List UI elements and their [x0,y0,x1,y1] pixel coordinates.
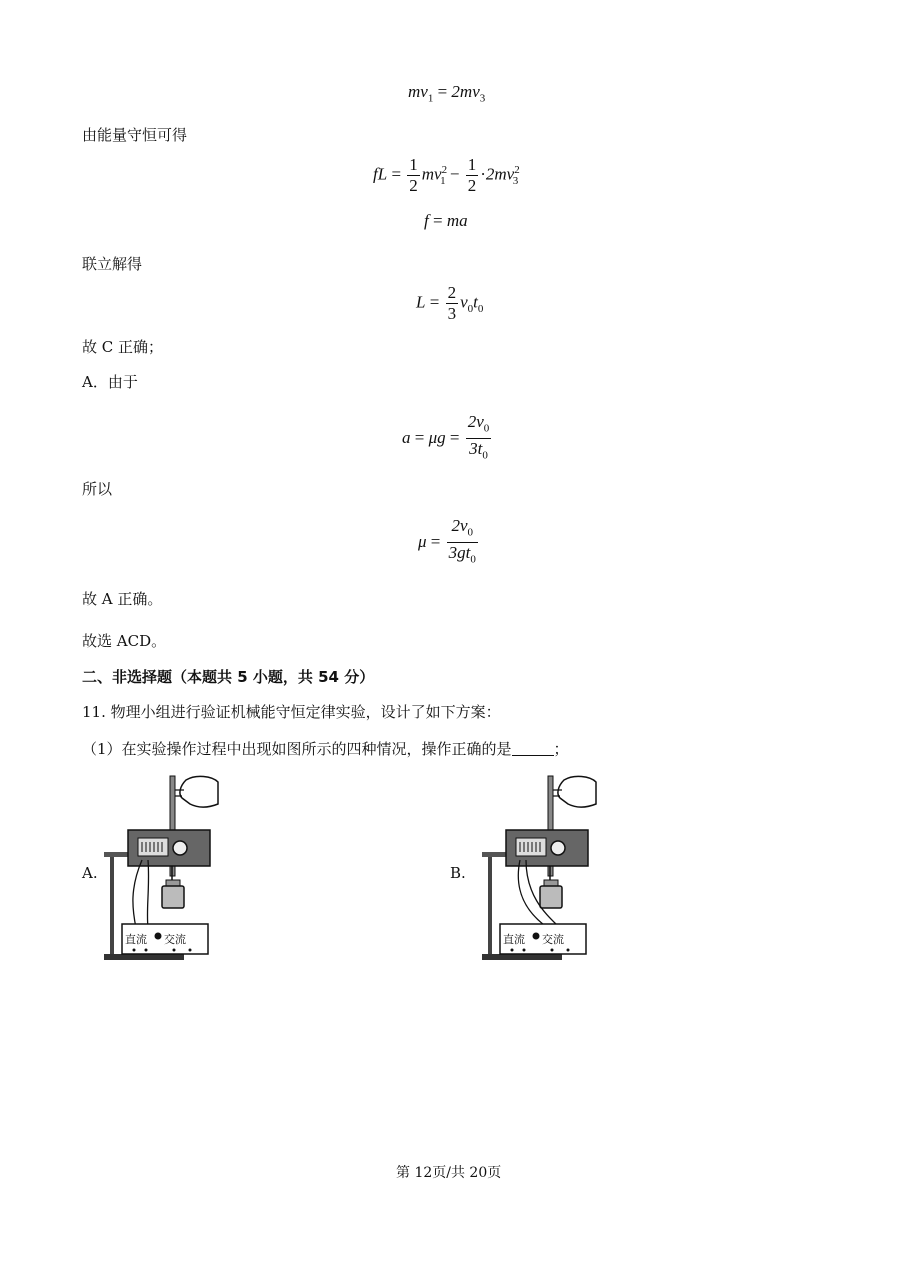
answer-blank[interactable] [512,741,554,756]
section-title: 二、非选择题（本题共 5 小题，共 54 分） [82,668,375,686]
question-11: 11. 物理小组进行验证机械能守恒定律实验，设计了如下方案： [82,703,501,721]
equation-acceleration: a = μg = $\frac{2v_0}{3t_0}$ [402,412,490,462]
hand-icon [180,776,218,807]
text-answer-acd: 故选 ACD。 [82,632,167,650]
option-b-label: B. [450,864,466,882]
option-a-label: A. [82,864,98,882]
text-c-correct: 故 C 正确； [82,338,164,356]
text-a-correct: 故 A 正确。 [82,590,163,608]
equation-momentum: $mv_1 = 2mv_3$ [408,82,486,105]
apparatus-figure-a [100,768,230,968]
text-energy-conservation: 由能量守恒可得 [82,126,188,144]
power-ac-label: 交流 [542,933,564,946]
text-a-because: A．由于 [82,373,138,391]
equation-mu: μ = $\frac{2v_0}{3gt_0}$ [418,516,476,566]
equation-friction: f = ma [424,211,468,230]
text-therefore: 所以 [82,480,113,498]
equation-length: L = $\frac{2}{3}$ $v_0t_0$ [416,283,484,323]
hand-icon [558,776,596,807]
page-footer: 第 12页/共 20页 [396,1165,502,1181]
text-solve-together: 联立解得 [82,255,143,273]
equation-energy: fL = $\frac{1}{2}$ $mv^2_1$ − $\frac{1}{2}$ $\cdot 2mv^2_3$ [373,155,520,195]
power-dc-label: 直流 [125,933,147,946]
apparatus-figure-b [478,768,608,968]
power-ac-label: 交流 [164,933,186,946]
question-11-part-1: （1）在实验操作过程中出现如图所示的四种情况，操作正确的是 ； [82,740,569,758]
power-dc-label: 直流 [503,933,525,946]
